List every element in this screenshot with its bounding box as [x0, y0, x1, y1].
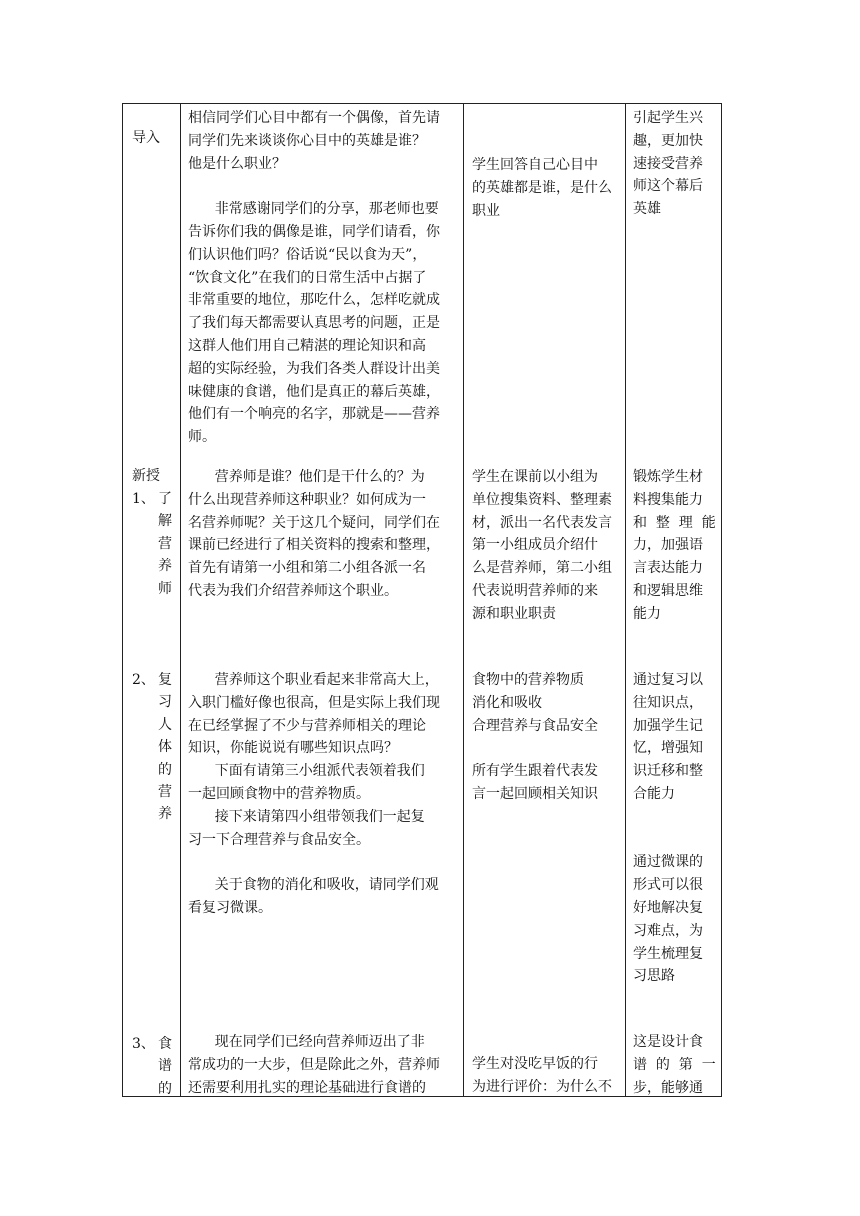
student-activity-text: 学生回答自己心目中 的英雄都是谁，是什么 职业: [472, 157, 612, 219]
teacher-activity-text: 相信同学们心目中都有一个偶像，首先请 同学们先来谈谈你心目中的英雄是谁？ 他是什么职业？ 非常感谢同学们的分享，那老师也要 告诉你们我的偶像是谁，同学们请看，你 们认识他们吗？俗话说“民以食为天”， “饮食文化”在我们的日常生活中占据了 非常重要的地位，那吃什么，怎样吃就成 了我们每天都需要认真思考的问题，正是 这群人他们用自己精湛的理论知识和高 超的实际经验，为我们各类人群设计出美 味健康的食谱，他们是真正的幕后英雄， 他们有一个响亮的名字，那就是——营养 师。: [188, 110, 440, 446]
column-divider: [463, 103, 464, 1097]
design-purpose-text: 通过复习以 往知识点， 加强学生记 忆，增强知 识迁移和整 合能力 通过微课的 形式可以很 好地解决复 习难点，为 学生梳理复 习思路: [633, 672, 703, 985]
stage-label: 导入: [132, 130, 160, 146]
teacher-activity-text: 营养师这个职业看起来非常高大上， 入职门槛好像也很高，但是实际上我们现 在已经掌握了不少与营养师相关的理论 知识，你能说说有哪些知识点吗？ 下面有请第三小组派代表领着我们 一起回顾食物中的营养物质。 接下来请第四小组带领我们一起复 习一下合理营养与食品安全。 关于食物的消化和吸收，请同学们观 看复习微课。: [188, 672, 440, 916]
teacher-activity-text: 现在同学们已经向营养师迈出了非 常成功的一大步，但是除此之外，营养师 还需要利用扎实的理论基础进行食谱的: [188, 1034, 440, 1096]
student-activity-text: 学生对没吃早饭的行 为进行评价：为什么不: [472, 1056, 612, 1095]
column-divider: [625, 103, 626, 1097]
stage-number: 2、: [132, 672, 155, 688]
design-purpose-text: 引起学生兴 趣，更加快 速接受营养 师这个幕后 英雄: [633, 110, 703, 218]
design-purpose-text: 这是设计食 谱 的 第 一 步，能够通: [633, 1034, 716, 1096]
stage-label: 新授: [132, 468, 160, 484]
student-activity-text: 学生在课前以小组为 单位搜集资料、整理素 材，派出一名代表发言 第一小组成员介绍什 么是营养师，第二小组 代表说明营养师的来 源和职业职责: [472, 469, 612, 622]
stage-number: 1、: [132, 491, 155, 507]
student-activity-text: 食物中的营养物质 消化和吸收 合理营养与食品安全 所有学生跟着代表发 言一起回顾相关知识: [472, 672, 598, 802]
column-divider: [180, 103, 181, 1097]
stage-title: 了解营养师: [158, 491, 172, 597]
stage-title: 食谱的: [158, 1036, 172, 1097]
teacher-activity-text: 营养师是谁？他们是干什么的？为 什么出现营养师这种职业？如何成为一 名营养师呢？关于这几个疑问，同学们在 课前已经进行了相关资料的搜索和整理， 首先有请第一小组和第二小组各派一名 代表为我们介绍营养师这个职业。: [188, 469, 440, 599]
stage-title: 复习人体的营养: [158, 672, 172, 823]
stage-number: 3、: [132, 1036, 155, 1052]
design-purpose-text: 锻炼学生材 料搜集能力 和 整 理 能 力，加强语 言表达能力 和逻辑思维 能力: [633, 469, 716, 622]
